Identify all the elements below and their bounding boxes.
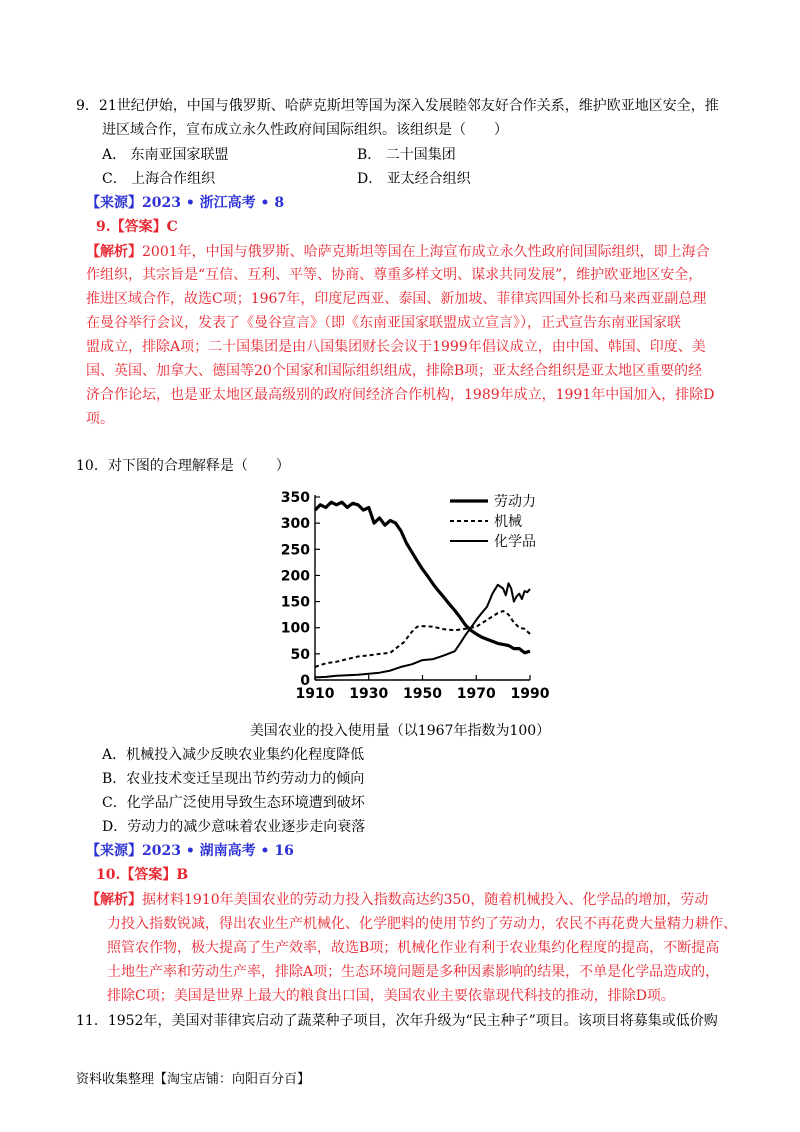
q9-option-b: B． 二十国集团 (357, 147, 456, 163)
q9-option-a: A． 东南亚国家联盟 (102, 147, 229, 163)
y-tick-label: 200 (280, 568, 310, 585)
x-tick-label: 1910 (295, 686, 335, 702)
y-tick-label: 300 (280, 516, 310, 533)
chart-svg (270, 485, 560, 715)
q9-analysis-line-2: 作组织，其宗旨是“互信、互利、平等、协商、尊重多样文明、谋求共同发展”，维护欧亚地区安全， (86, 267, 703, 283)
y-tick-label: 0 (300, 673, 310, 689)
q9-option-c: C． 上海合作组织 (102, 171, 216, 187)
q11-stem: 11．1952年，美国对菲律宾启动了蔬菜种子项目，次年升级为“民主种子”项目。该项目将募集或低价购 (76, 1013, 718, 1029)
footer-note: 资料收集整理【淘宝店铺：向阳百分百】 (76, 1072, 311, 1087)
legend-label-2: 机械 (494, 514, 522, 530)
y-tick-label: 250 (280, 542, 310, 559)
q9-analysis-line-3: 推进区域合作，故选C项；1967年，印度尼西亚、泰国、新加坡、菲律宾四国外长和马来西亚副总理 (86, 291, 707, 307)
q9-analysis-line-6: 国、英国、加拿大、德国等20个国家和国际组织组成，排除B项；亚太经合组织是亚太地区重要的经 (86, 363, 703, 379)
x-tick-label: 1990 (510, 686, 550, 702)
q9-analysis-line-8: 项。 (86, 411, 114, 427)
series-line-2 (315, 611, 530, 667)
q10-source: 【来源】2023 • 湖南高考 • 16 (86, 843, 294, 859)
q10-option-d: D．劳动力的减少意味着农业逐步走向衰落 (102, 819, 366, 835)
q10-option-b: B．农业技术变迁呈现出节约劳动力的倾向 (102, 771, 365, 787)
series-line-3 (315, 583, 530, 677)
q10-option-c: C．化学品广泛使用导致生态环境遭到破坏 (102, 795, 365, 811)
chart-caption: 美国农业的投入使用量（以1967年指数为100） (249, 723, 551, 739)
q10-answer: 10.【答案】B (96, 867, 189, 883)
q10-analysis-line-4: 土地生产率和劳动生产率，排除A项；生态环境问题是多种因素影响的结果，不单是化学品造成的， (107, 964, 720, 980)
q9-source: 【来源】2023 • 浙江高考 • 8 (86, 195, 285, 211)
x-tick-label: 1930 (349, 686, 389, 702)
legend-label-3: 化学品 (494, 534, 536, 550)
legend-label-1: 劳动力 (494, 494, 536, 510)
q9-answer: 9.【答案】C (96, 219, 178, 235)
q10-analysis-line-1 (86, 890, 708, 910)
x-tick-label: 1950 (403, 686, 442, 702)
q10-analysis-head: 【解析】 (86, 892, 142, 908)
x-tick-label: 1970 (456, 686, 496, 702)
q10-analysis-line-2: 力投入指数锐减，得出农业生产机械化、化学肥料的使用节约了劳动力，农民不再花费大量精力耕作、 (107, 916, 737, 932)
q9-analysis-line-7: 济合作论坛，也是亚太地区最高级别的政府间经济合作机构，1989年成立，1991年中国加入，排除D (86, 387, 715, 403)
q9-option-d: D． 亚太经合组织 (357, 171, 471, 187)
y-tick-label: 350 (280, 490, 310, 506)
q9-analysis-line-4: 在曼谷举行会议，发表了《曼谷宣言》（即《东南亚国家联盟成立宣言》），正式宣告东南亚国家联 (86, 315, 681, 331)
q9-analysis-line-5: 盟成立，排除A项；二十国集团是由八国集团财长会议于1999年倡议成立，由中国、韩国、印度、美 (86, 339, 706, 355)
q9-analysis-head: 【解析】 (86, 244, 142, 260)
q10-analysis-text: 据材料1910年美国农业的劳动力投入指数高达约350，随着机械投入、化学品的增加，劳动 (142, 892, 709, 908)
y-tick-label: 150 (280, 594, 310, 611)
q9-stem-line1: 9．21世纪伊始，中国与俄罗斯、哈萨克斯坦等国为深入发展睦邻友好合作关系，维护欧亚地区安全，推 (76, 98, 719, 114)
y-tick-label: 50 (290, 646, 310, 663)
q10-stem: 10．对下图的合理解释是（ ） (76, 458, 290, 474)
q9-analysis-line-1 (86, 242, 710, 262)
q10-line-chart (270, 485, 560, 715)
q10-option-a: A．机械投入减少反映农业集约化程度降低 (102, 747, 365, 763)
y-tick-label: 100 (280, 620, 310, 637)
q9-analysis-text: 2001年，中国与俄罗斯、哈萨克斯坦等国在上海宣布成立永久性政府间国际组织，即上海合 (142, 244, 710, 260)
q9-stem-line2: 进区域合作，宣布成立永久性政府间国际组织。该组织是（ ） (102, 122, 508, 138)
q10-analysis-line-5: 排除C项；美国是世界上最大的粮食出口国，美国农业主要依靠现代科技的推动，排除D项。 (107, 988, 675, 1004)
q10-analysis-line-3: 照管农作物，极大提高了生产效率，故选B项；机械化作业有利于农业集约化程度的提高，不断提高 (107, 940, 720, 956)
